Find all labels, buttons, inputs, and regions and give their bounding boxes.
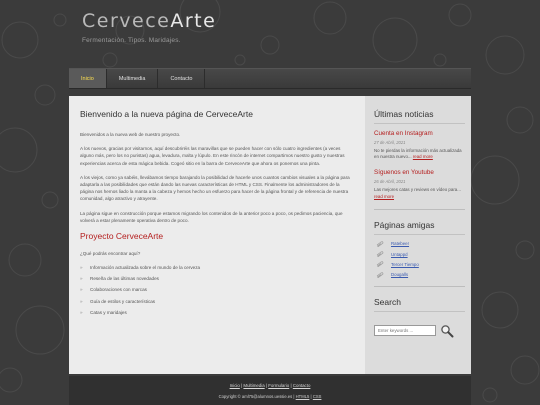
friend-link-row [374, 251, 465, 257]
site-title[interactable] [82, 10, 462, 32]
bullet-icon: » [80, 265, 83, 271]
news-item [374, 169, 465, 199]
list-item [80, 276, 354, 281]
list-item-text: Reseña de las últimas novedades [90, 276, 159, 282]
site-footer [69, 376, 471, 405]
magnifier-icon[interactable] [440, 324, 454, 338]
friend-link[interactable]: Tercer Tiempo [391, 261, 419, 267]
footer-copyright [69, 394, 471, 399]
features-list [80, 265, 354, 315]
section-divider [374, 286, 465, 287]
read-more-link[interactable]: read more [412, 154, 433, 160]
site-header [82, 10, 462, 50]
copyright-text: Copyright © aml75@alumnos.uessie.es [218, 394, 293, 399]
friend-link[interactable]: Untappd [391, 251, 408, 257]
paperclip-icon [376, 251, 384, 257]
footer-link-formulario[interactable]: Formulario [268, 383, 290, 388]
search-widget-title: Search [374, 296, 401, 307]
news-item-date: 26 de Abril, 2021 [374, 179, 406, 185]
footer-link-contacto[interactable]: Contacto [292, 383, 311, 388]
main-content [69, 96, 365, 374]
paperclip-icon [376, 261, 384, 267]
footer-separator: | [292, 394, 296, 399]
friend-link-row [374, 272, 465, 278]
list-item [80, 299, 354, 304]
list-item-text: Guía de estilos y características [90, 298, 156, 304]
divider [374, 123, 465, 124]
content-area [69, 96, 471, 374]
friend-link[interactable]: Ratebeer [391, 241, 410, 247]
intro-paragraph: Bienvenidos a la nueva web de nuestro proyecto. [80, 132, 181, 137]
veterans-paragraph: A los viejos, como ya sabéis, llevábamos tiempo barajando la posibilidad de hacerle unos cuantos cambios visuales a la página para adaptarla a las posibilidades que están dando las nuevas características de HTML y CSS. Finalmente los administradores de la página nos hemos liado la manta a la cabeza y hemos hecho un esfuerzo para hacer de la página frontal y de referencia de nuestra comunidad, algo atractivo y atrayente. [80, 174, 350, 202]
news-item-excerpt: No te pierdas la información más actualizada en nuestra nuevo... [374, 148, 462, 160]
css-link[interactable]: CSS [312, 394, 322, 399]
list-item-text: Catas y maridajes [90, 309, 127, 315]
friend-link-row [374, 241, 465, 247]
list-item-text: Información actualizada sobre el mundo de la cerveza [90, 265, 201, 271]
news-item-date: 27 de Abril, 2021 [374, 140, 406, 145]
footer-links [69, 383, 471, 388]
news-item-title[interactable]: Cuenta en Instagram [374, 130, 433, 137]
html5-link[interactable]: HTML5 [295, 394, 310, 399]
features-question: ¿Qué podrás encontrar aquí? [80, 251, 141, 257]
footer-separator: | [239, 383, 244, 388]
divider [374, 234, 465, 235]
section-divider [374, 209, 465, 210]
nav-item-inicio[interactable]: Inicio [69, 69, 107, 88]
nav-item-contacto[interactable]: Contacto [158, 69, 205, 88]
footer-separator: | [289, 383, 293, 388]
site-subtitle: Fermentación. Tipos. Maridajes. [82, 37, 181, 44]
news-item [374, 130, 465, 160]
friend-link[interactable]: Dougalls [391, 272, 409, 278]
list-item [80, 265, 354, 270]
bullet-icon: » [80, 276, 83, 282]
search-form [374, 324, 465, 338]
news-item-excerpt: Las mejores catas y reviews en vídeo para... [374, 187, 461, 193]
list-item [80, 287, 354, 292]
construction-paragraph: La página sigue en construcción porque estamos migrando los contenidos de la anterior poco a poco, os pedimos paciencia, que volverá a estar plenamente operativa dentro de poco. [80, 210, 343, 223]
read-more-link[interactable]: read more [374, 193, 395, 199]
friends-widget-title: Páginas amigas [374, 219, 435, 230]
project-subheading: Proyecto CerveceArte [80, 231, 164, 242]
news-item-title[interactable]: Síguenos en Youtube [374, 169, 434, 177]
bullet-icon: » [80, 298, 83, 304]
news-widget-title: Últimas noticias [374, 109, 434, 119]
friend-link-row [374, 261, 465, 267]
page-heading: Bienvenido a la nueva página de CerveceArte [80, 109, 253, 119]
bullet-icon: » [80, 287, 83, 293]
nav-item-multimedia[interactable]: Multimedia [107, 69, 159, 88]
footer-separator: | [264, 383, 269, 388]
footer-separator: | [309, 394, 313, 399]
search-input[interactable] [374, 325, 436, 336]
site-title-part2: Arte [170, 10, 217, 32]
newcomers-paragraph: A los nuevos, gracias por visitarnos, aquí descubriréis las maravillas que se pueden hacer con sólo cuatro ingredientes (a veces alguno más, pero los no puristas) agua, levadura, malta y lúpulo. En este rincón de internet compartimos nuestro gusto y nuestras experiencias acerca de esta mágica bebida. Cogeó sitio en la barra de CerveceArte que ahora os ponemos una pinta. [80, 146, 345, 166]
news-item-body [374, 148, 465, 160]
paperclip-icon [376, 241, 384, 247]
news-item-body [374, 187, 465, 199]
paperclip-icon [376, 272, 384, 278]
site-title-part1: Cervece [82, 10, 171, 32]
footer-link-inicio[interactable]: Inicio [229, 383, 240, 388]
bullet-icon: » [80, 309, 83, 315]
main-navigation [69, 68, 471, 89]
list-item [80, 310, 354, 315]
footer-link-multimedia[interactable]: Multimedia [243, 383, 265, 388]
list-item-text: Colaboraciones con marcas [90, 287, 147, 293]
divider [374, 311, 465, 312]
sidebar [365, 96, 471, 374]
